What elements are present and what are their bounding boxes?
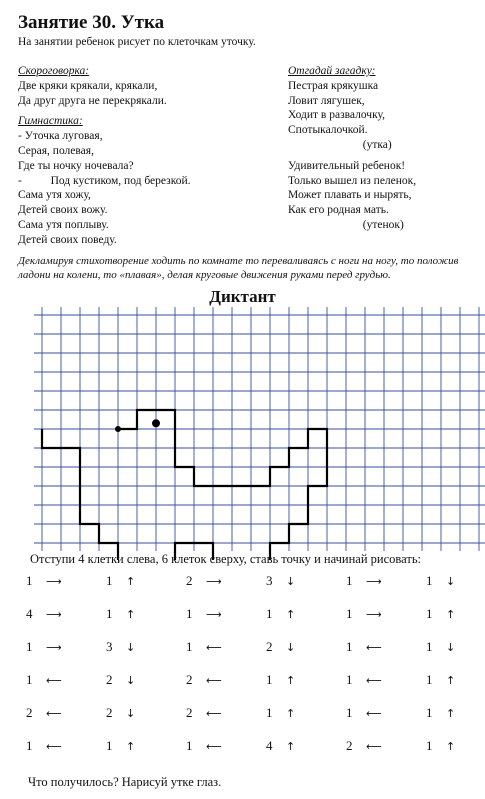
dictation-step	[26, 736, 96, 756]
dictation-step	[26, 571, 96, 591]
poem-line: Только вышел из пеленок,	[288, 174, 417, 187]
step-count: 3	[266, 573, 273, 588]
step-count: 1	[106, 738, 113, 753]
arrow-up-icon: ↑	[446, 607, 456, 621]
poem-line: Две кряки крякали, крякали,	[18, 79, 158, 92]
section-heading: Гимнастика:	[18, 115, 83, 128]
poem-line: Спотыкалочкой.	[288, 124, 368, 137]
arrow-left-icon: ⟵	[366, 640, 382, 654]
step-count: 4	[26, 606, 33, 621]
arrow-right-icon: ⟶	[46, 607, 62, 621]
page-subtitle: На занятии ребенок рисует по клеточкам уточку.	[18, 36, 256, 48]
arrow-up-icon: ↑	[126, 607, 136, 621]
dictation-step	[26, 670, 96, 690]
dictation-step	[426, 670, 485, 690]
dictation-step	[26, 604, 96, 624]
arrow-left-icon: ⟵	[206, 706, 222, 720]
arrow-down-icon: ↓	[286, 640, 296, 654]
step-count: 2	[186, 672, 193, 687]
step-count: 1	[426, 606, 433, 621]
arrow-left-icon: ⟵	[206, 640, 222, 654]
dictation-step	[346, 736, 416, 756]
step-count: 1	[26, 672, 33, 687]
arrow-right-icon: ⟶	[366, 574, 382, 588]
duck-outline-path	[42, 410, 327, 560]
step-count: 1	[266, 606, 273, 621]
poem-line: Серая, полевая,	[18, 144, 94, 157]
dictation-step	[266, 604, 336, 624]
poem-line: - Под кустиком, под березкой.	[18, 174, 191, 187]
arrow-right-icon: ⟶	[206, 574, 222, 588]
dictation-step	[346, 670, 416, 690]
final-question: Что получилось? Нарисуй утке глаз.	[28, 775, 222, 789]
dictation-step	[186, 670, 256, 690]
dictant-heading: Диктант	[209, 287, 276, 306]
arrow-left-icon: ⟵	[366, 673, 382, 687]
arrow-down-icon: ↓	[126, 673, 136, 687]
step-count: 1	[426, 705, 433, 720]
step-count: 1	[426, 738, 433, 753]
step-count: 1	[346, 606, 353, 621]
step-count: 2	[106, 672, 113, 687]
arrow-right-icon: ⟶	[206, 607, 222, 621]
arrow-right-icon: ⟶	[46, 574, 62, 588]
dictation-step	[26, 703, 96, 723]
arrow-up-icon: ↑	[126, 739, 136, 753]
dictation-step	[186, 637, 256, 657]
arrow-left-icon: ⟵	[206, 739, 222, 753]
dictation-step	[346, 571, 416, 591]
step-count: 2	[346, 738, 353, 753]
dictation-step	[426, 736, 485, 756]
dictation-step	[346, 604, 416, 624]
step-count: 2	[186, 705, 193, 720]
step-count: 1	[266, 672, 273, 687]
dictation-step	[426, 637, 485, 657]
arrow-down-icon: ↓	[126, 706, 136, 720]
dictation-step	[186, 703, 256, 723]
poem-line: Как его родная мать.	[288, 204, 389, 217]
step-count: 1	[426, 573, 433, 588]
poem-line: Сама утя хожу,	[18, 189, 91, 202]
poem-line: Ловит лягушек,	[288, 94, 365, 107]
arrow-up-icon: ↑	[286, 673, 296, 687]
arrow-down-icon: ↓	[446, 640, 456, 654]
arrow-left-icon: ⟵	[46, 739, 62, 753]
step-count: 4	[266, 738, 273, 753]
dictation-step	[26, 637, 96, 657]
dictation-step	[426, 703, 485, 723]
step-count: 1	[266, 705, 273, 720]
arrow-up-icon: ↑	[446, 673, 456, 687]
exercise-note: Декламируя стихотворение ходить по комнате то переваливаясь с ноги на ногу, то положив ладони на колени, то «плавая», делая круговые движения руками перед грудью.	[18, 255, 459, 281]
arrow-up-icon: ↑	[286, 739, 296, 753]
poem-line: Пестрая крякушка	[288, 79, 379, 92]
arrow-down-icon: ↓	[446, 574, 456, 588]
step-count: 2	[186, 573, 193, 588]
arrow-right-icon: ⟶	[46, 640, 62, 654]
graph-paper-grid	[0, 300, 485, 560]
arrow-up-icon: ↑	[126, 574, 136, 588]
poem-line: (утенок)	[288, 218, 404, 231]
dictation-step	[106, 604, 176, 624]
arrow-right-icon: ⟶	[366, 607, 382, 621]
dictation-step	[106, 637, 176, 657]
poem-line: - Уточка луговая,	[18, 130, 103, 143]
poem-line: Детей своих поведу.	[18, 233, 117, 246]
step-count: 2	[266, 639, 273, 654]
arrow-left-icon: ⟵	[46, 706, 62, 720]
poem-line: (утка)	[288, 138, 392, 151]
arrow-up-icon: ↑	[446, 739, 456, 753]
start-point-dot	[115, 426, 121, 432]
dictation-step	[266, 736, 336, 756]
step-count: 1	[186, 738, 193, 753]
step-count: 1	[26, 573, 33, 588]
arrow-up-icon: ↑	[286, 706, 296, 720]
section-heading: Отгадай загадку:	[288, 65, 376, 77]
arrow-left-icon: ⟵	[366, 739, 382, 753]
dictation-step	[106, 571, 176, 591]
arrow-left-icon: ⟵	[366, 706, 382, 720]
left-text-column	[18, 64, 190, 248]
dictation-step	[266, 571, 336, 591]
step-count: 1	[346, 639, 353, 654]
poem-line: Детей своих вожу.	[18, 204, 108, 217]
step-count: 1	[186, 639, 193, 654]
step-count: 1	[186, 606, 193, 621]
dictation-step	[106, 736, 176, 756]
poem-line: Да друг друга не перекрякали.	[18, 94, 167, 107]
dictation-instruction: Отступи 4 клетки слева, 6 клеток сверху, ставь точку и начинай рисовать:	[30, 552, 422, 566]
poem-line: Сама утя поплыву.	[18, 218, 109, 231]
step-count: 1	[346, 672, 353, 687]
dictation-step	[346, 637, 416, 657]
section-heading: Скороговорка:	[18, 65, 90, 77]
dictation-step	[186, 604, 256, 624]
step-count: 3	[106, 639, 113, 654]
poem-line: Удивительный ребенок!	[288, 159, 406, 172]
dictation-step	[266, 703, 336, 723]
step-count: 1	[346, 573, 353, 588]
arrow-down-icon: ↓	[126, 640, 136, 654]
right-text-column	[288, 64, 416, 233]
duck-eye-dot	[152, 419, 160, 427]
page-title: Занятие 30. Утка	[18, 12, 165, 33]
dictation-step	[186, 736, 256, 756]
poem-line: Где ты ночку ночевала?	[18, 159, 134, 172]
step-count: 1	[426, 672, 433, 687]
step-count: 1	[106, 573, 113, 588]
dictation-step	[426, 604, 485, 624]
dictation-step	[346, 703, 416, 723]
dictation-step	[266, 670, 336, 690]
dictation-step	[266, 637, 336, 657]
step-count: 1	[426, 639, 433, 654]
step-count: 1	[26, 639, 33, 654]
step-count: 1	[26, 738, 33, 753]
dictation-step	[106, 703, 176, 723]
arrow-left-icon: ⟵	[46, 673, 62, 687]
arrow-left-icon: ⟵	[206, 673, 222, 687]
dictation-step	[186, 571, 256, 591]
dictation-step	[106, 670, 176, 690]
step-count: 1	[106, 606, 113, 621]
arrow-up-icon: ↑	[286, 607, 296, 621]
poem-line: Ходит в развалочку,	[288, 109, 385, 122]
arrow-up-icon: ↑	[446, 706, 456, 720]
step-count: 2	[26, 705, 33, 720]
poem-line: Может плавать и нырять,	[288, 189, 412, 202]
arrow-down-icon: ↓	[286, 574, 296, 588]
step-count: 1	[346, 705, 353, 720]
dictation-step	[426, 571, 485, 591]
step-count: 2	[106, 705, 113, 720]
